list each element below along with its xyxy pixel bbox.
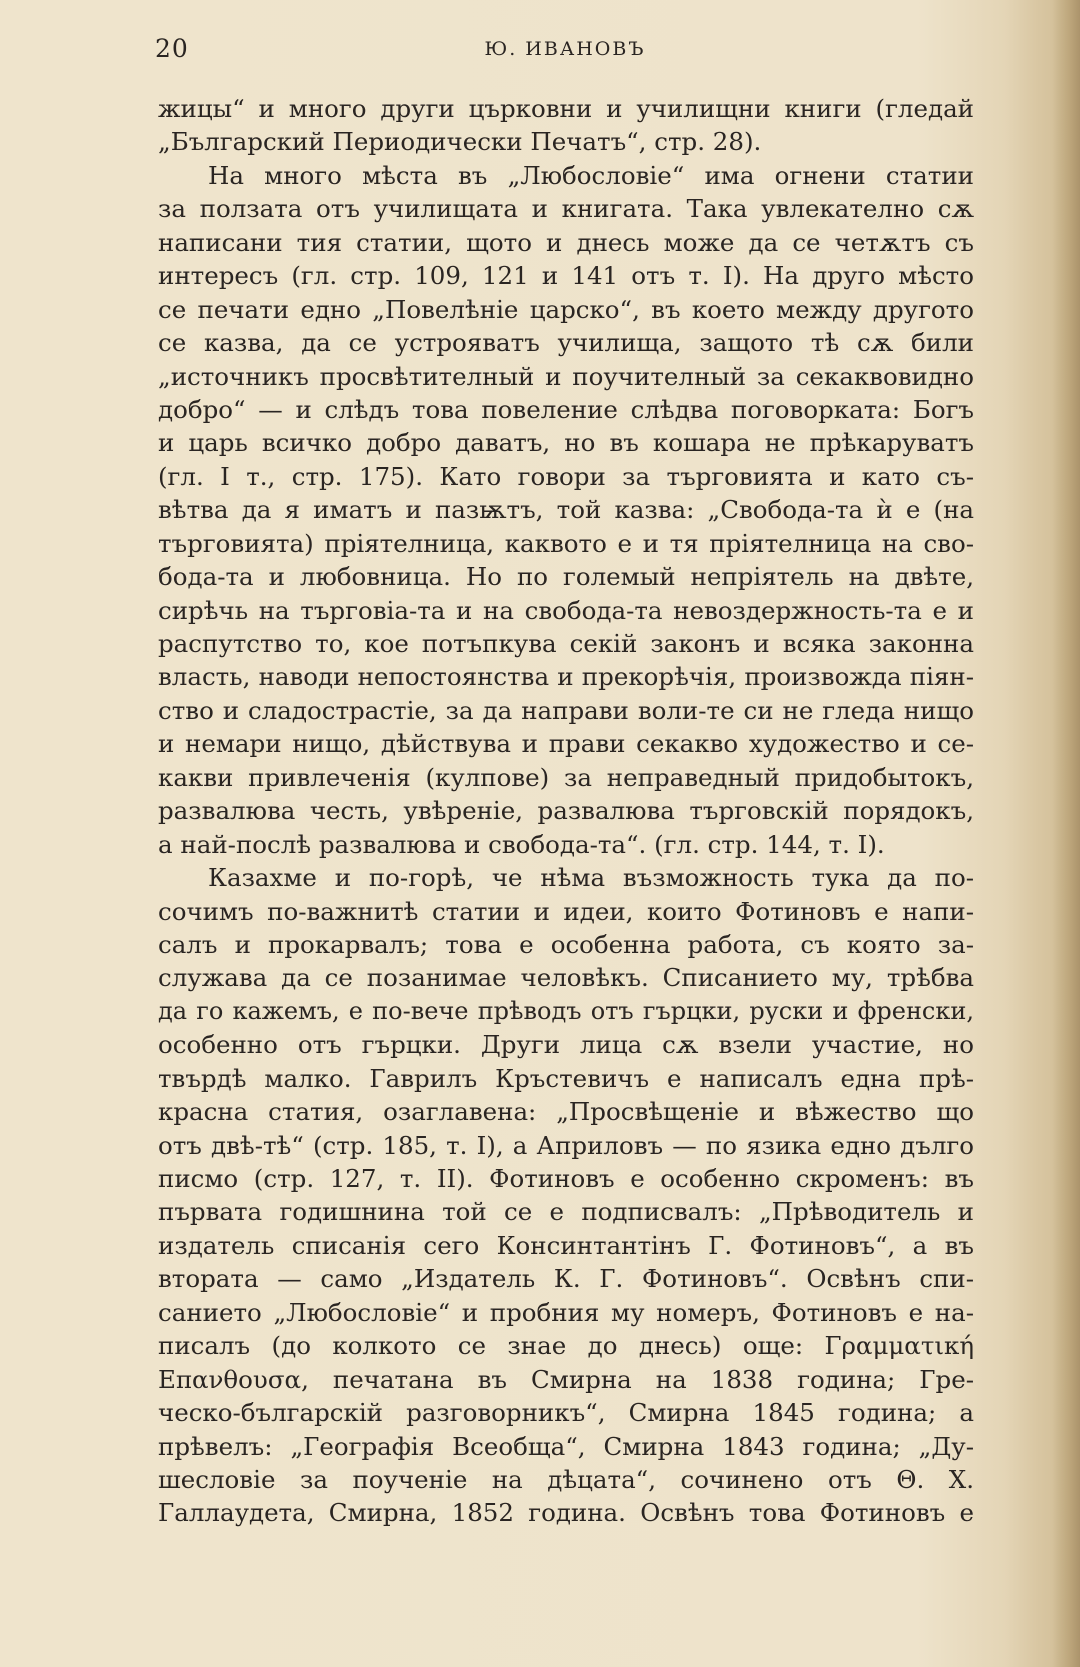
text-line: първата годишнина той се е подписвалъ: „Прѣводитель и (158, 1197, 974, 1227)
text-line: власть, наводи непостоянства и прекорѣчія, произвожда піян- (158, 662, 974, 692)
text-line: добро“ — и слѣдъ това повеление слѣдва поговорката: Богъ (158, 394, 974, 424)
text-line: ство и сладострастіе, за да направи воли-те си не гледа нищо (158, 695, 974, 725)
text-line: вѣтва да я иматъ и пазѭтъ, той казва: „Свобода-та ѝ е (на (158, 495, 974, 525)
text-line: „Българский Периодически Печатъ“, стр. 28). (158, 127, 762, 157)
text-line: жицы“ и много други църковни и училищни книги (гледай (158, 94, 974, 123)
text-line: развалюва честь, увѣреніе, развалюва търговскій порядокъ, (158, 796, 974, 826)
running-head: Ю. ИВАНОВЪ (484, 38, 646, 60)
body-text (158, 92, 974, 1530)
text-line: ческо-българскій разговорникъ“, Смирна 1845 година; а (158, 1398, 974, 1428)
text-line: „источникъ просвѣтителный и поучителный за секаквовидно (158, 361, 974, 391)
text-line: Επανθουσα, печатана въ Смирна на 1838 година; Гре- (158, 1364, 974, 1394)
text-line: втората — само „Издатель К. Г. Фотиновъ“. Освѣнъ спи- (158, 1264, 974, 1294)
text-line: салъ и прокарвалъ; това е особенна работа, съ която за- (158, 929, 974, 959)
text-line: особенно отъ гърцки. Други лица сѫ взели участие, но (158, 1030, 974, 1060)
text-line: написани тия статии, щото и днесь може да се четѫтъ съ (158, 227, 974, 257)
page-header (155, 28, 975, 68)
text-line: писалъ (до колкото се знае до днесь) още: Γραμματική (158, 1331, 974, 1361)
text-line: се печати едно „Повелѣніе царско“, въ което между другото (158, 294, 974, 324)
text-line: търговията) пріятелница, каквото е и тя пріятелница на сво- (158, 528, 974, 558)
text-line: шесловіе за поученіе на дѣцата“, сочинено отъ Θ. Х. (158, 1464, 974, 1494)
text-line: Галлаудета, Смирна, 1852 година. Освѣнъ това Фотиновъ е (158, 1498, 974, 1528)
text-line: писмо (стр. 127, т. II). Фотиновъ е особенно скроменъ: въ (158, 1164, 974, 1193)
page-edge-shadow (1052, 0, 1080, 1667)
page-number: 20 (155, 34, 189, 63)
text-line: (гл. I т., стр. 175). Като говори за търговията и като съ- (158, 461, 974, 491)
text-line: за ползата отъ училищата и книгата. Така увлекателно сѫ (158, 194, 974, 224)
text-line: твърдѣ малко. Гаврилъ Кръстевичъ е написалъ една прѣ- (158, 1063, 974, 1093)
text-line: интересъ (гл. стр. 109, 121 и 141 отъ т. I). На друго мѣсто (158, 261, 974, 291)
text-line: Казахме и по-горѣ, че нѣма възможность тука да по- (208, 863, 974, 893)
text-line: служава да се позанимае человѣкъ. Списанието му, трѣбва (158, 963, 974, 993)
text-line: красна статия, озаглавена: „Просвѣщеніе и вѣжество що (158, 1097, 974, 1127)
text-line: и царь всичко добро даватъ, но въ кошара не прѣкаруватъ (158, 428, 974, 458)
text-line: отъ двѣ-тѣ“ (стр. 185, т. I), а Априловъ — по язика едно дълго (158, 1130, 974, 1160)
text-line: прѣвелъ: „Географія Всеобща“, Смирна 1843 година; „Ду- (158, 1431, 974, 1461)
text-line: и немари нищо, дѣйствува и прави секакво художество и се- (158, 729, 974, 759)
text-line: сочимъ по-важнитѣ статии и идеи, които Фотиновъ е напи- (158, 896, 974, 926)
text-line: На много мѣста въ „Любословіе“ има огнени статии (208, 160, 974, 190)
text-line: се казва, да се устрояватъ училища, защото тѣ сѫ били (158, 328, 974, 358)
text-line: а най-послѣ развалюва и свобода-та“. (гл. стр. 144, т. I). (158, 829, 885, 859)
text-line: издатель списанія сего Консинтантінъ Г. Фотиновъ“, а въ (158, 1230, 974, 1260)
text-line: бода-та и любовница. Но по големый непріятель на двѣте, (158, 562, 974, 592)
text-line: санието „Любословіе“ и пробния му номеръ, Фотиновъ е на- (158, 1297, 974, 1327)
text-line: какви привлеченія (кулпове) за неправедный придобытокъ, (158, 762, 974, 792)
text-line: да го кажемъ, е по-вече прѣводъ отъ гърцки, руски и френски, (158, 996, 974, 1025)
text-line: распутство то, кое потъпкува секій законъ и всяка законна (158, 629, 974, 658)
text-line: сирѣчь на търговіа-та и на свобода-та невоздержность-та е и (158, 595, 974, 625)
